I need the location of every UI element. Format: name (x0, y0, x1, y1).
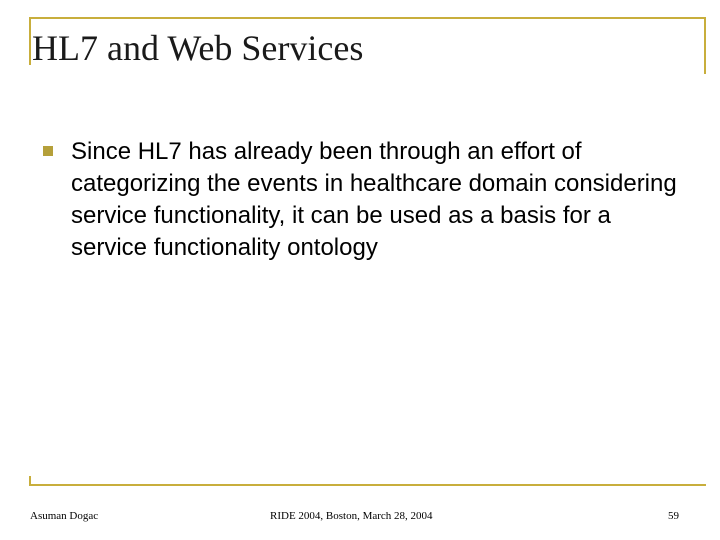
footer-author: Asuman Dogac (30, 510, 99, 522)
frame-bottom-line (30, 484, 706, 486)
bullet-text: Since HL7 has already been through an effort of categorizing the events in healthcare domain considering service functionality, it can be used as a basis for a service functionality ontology (71, 138, 677, 261)
frame-left-line (29, 17, 31, 65)
frame-bottom-left-tick (29, 476, 31, 486)
frame-right-line (704, 17, 706, 74)
slide-title: HL7 and Web Services (32, 28, 364, 68)
frame-top-line (30, 17, 706, 19)
footer-event: RIDE 2004, Boston, March 28, 2004 (270, 510, 433, 522)
footer-page-number: 59 (668, 510, 679, 522)
square-bullet-icon (43, 146, 53, 156)
